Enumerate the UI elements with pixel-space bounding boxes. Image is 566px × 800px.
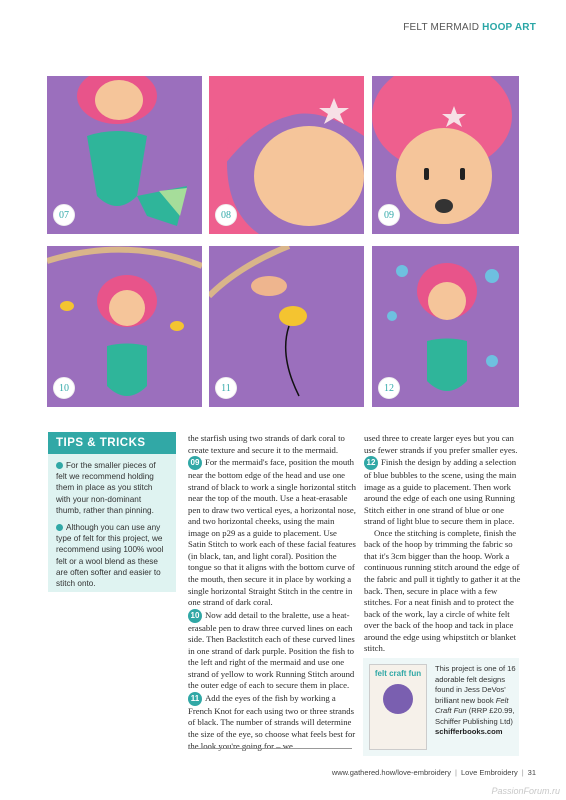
book-promo [363,658,519,756]
step-number-badge: 07 [53,204,75,226]
instructions-column-1 [188,433,356,752]
book-promo-text: This project is one of 16 adorable felt designs found in Jess DeVos' brilliant new book Felt Craft Fun (RRP £20.99, Schiffer Publishing Ltd) schifferbooks.com [435,664,516,736]
step-12: 12 Finish the design by adding a selection of blue bubbles to the scene, using the main image as a guide to placement. Then work around the edge of each one using Running Stitch either in one strand of blue or one strand of light blue to secure them in place. [364,457,517,527]
cover-art-icon [383,684,413,714]
watermark: PassionForum.ru [491,786,560,796]
step-09: 09 For the mermaid's face, position the mouth near the bottom edge of the head and use one strand of black to work a single horizontal stitch near the top of the mouth. Use a heat-erasable pen to draw two vertical eyes, a horizontal nose, and two horizontal cheeks, using the main image on p29 as a guide to placement. Use Satin Stitch to work each of these facial features (in black, tan, and light coral). Position the tongue so that it aligns with the bottom curve of the mouth, then secure it in place by working a single horizontal Straight Stitch in the centre in one strand of dark coral. [188,457,356,608]
step-number-icon: 09 [188,456,202,470]
footer-url[interactable]: www.gathered.how/love-embroidery [331,768,452,777]
step-number-badge: 11 [215,377,237,399]
step-photo-12 [372,246,519,407]
book-cover-title: felt craft fun [374,669,422,678]
page-number: 31 [527,768,536,777]
magazine-name: Love Embroidery [461,768,518,777]
step-photo-09 [372,76,519,234]
step-number-badge: 12 [378,377,400,399]
step-number-badge: 10 [53,377,75,399]
step-photo-10 [47,246,202,407]
tips-and-tricks-box [48,432,176,592]
step-number-badge: 09 [378,204,400,226]
paragraph: the starfish using two strands of dark coral to create texture and secure it to the mermaid. [188,433,345,455]
tips-title: TIPS & TRICKS [48,432,176,454]
step-10: 10 Now add detail to the bralette, use a heat-erasable pen to draw three curved lines on each side. Then Backstitch each of these curved lines in one strand of dark purple. Position the fish to the left and right of the mermaid and use one strand of yellow to work Running Stitch around the outer edge of each to secure them in place. [188,609,355,691]
book-cover-image [369,664,427,750]
step-photo-07 [47,76,202,234]
tip-paragraph: For the smaller pieces of felt we recommend holding them in place as you stitch with your non-dominant thumb, rather than pinning. [56,461,156,515]
column-end-rule [188,748,352,749]
step-number-badge: 08 [215,204,237,226]
paragraph: Once the stitching is complete, finish the back of the hoop by trimming the fabric so that it's 3cm bigger than the hoop. Work a continuous running stitch around the edge of the fabric and pull it tightly to gather it at the back. Then, secure in place with a few stitches. For a neat finish and to protect the back of the work, lay a circle of white felt over the back of the hoop and tack in place around the edge using whipstitch or blanket stitch. [364,527,521,654]
step-number-icon: 11 [188,692,202,706]
step-photo-11 [209,246,364,407]
section-header: FELT MERMAID HOOP ART [403,22,536,33]
step-number-icon: 10 [188,609,202,623]
step-11: 11 Add the eyes of the fish by working a French Knot for each using two or three strands of black. The number of strands will determine the size of the eye, so choose what feels best for the look you're going for – we [188,692,356,751]
paragraph: used three to create larger eyes but you can use fewer strands if you prefer smaller eyes. [364,433,518,455]
instructions-column-2 [364,433,522,655]
bullet-icon [56,524,63,531]
step-photo-08 [209,76,364,234]
page-footer: www.gathered.how/love-embroidery | Love Embroidery | 31 [331,768,536,777]
bullet-icon [56,462,63,469]
step-number-icon: 12 [364,456,378,470]
publisher-link[interactable]: schifferbooks.com [435,727,503,736]
tip-paragraph: Although you can use any type of felt for this project, we recommend using 100% wool felt or a wool blend as these are often softer and easier to stitch onto. [56,523,164,589]
